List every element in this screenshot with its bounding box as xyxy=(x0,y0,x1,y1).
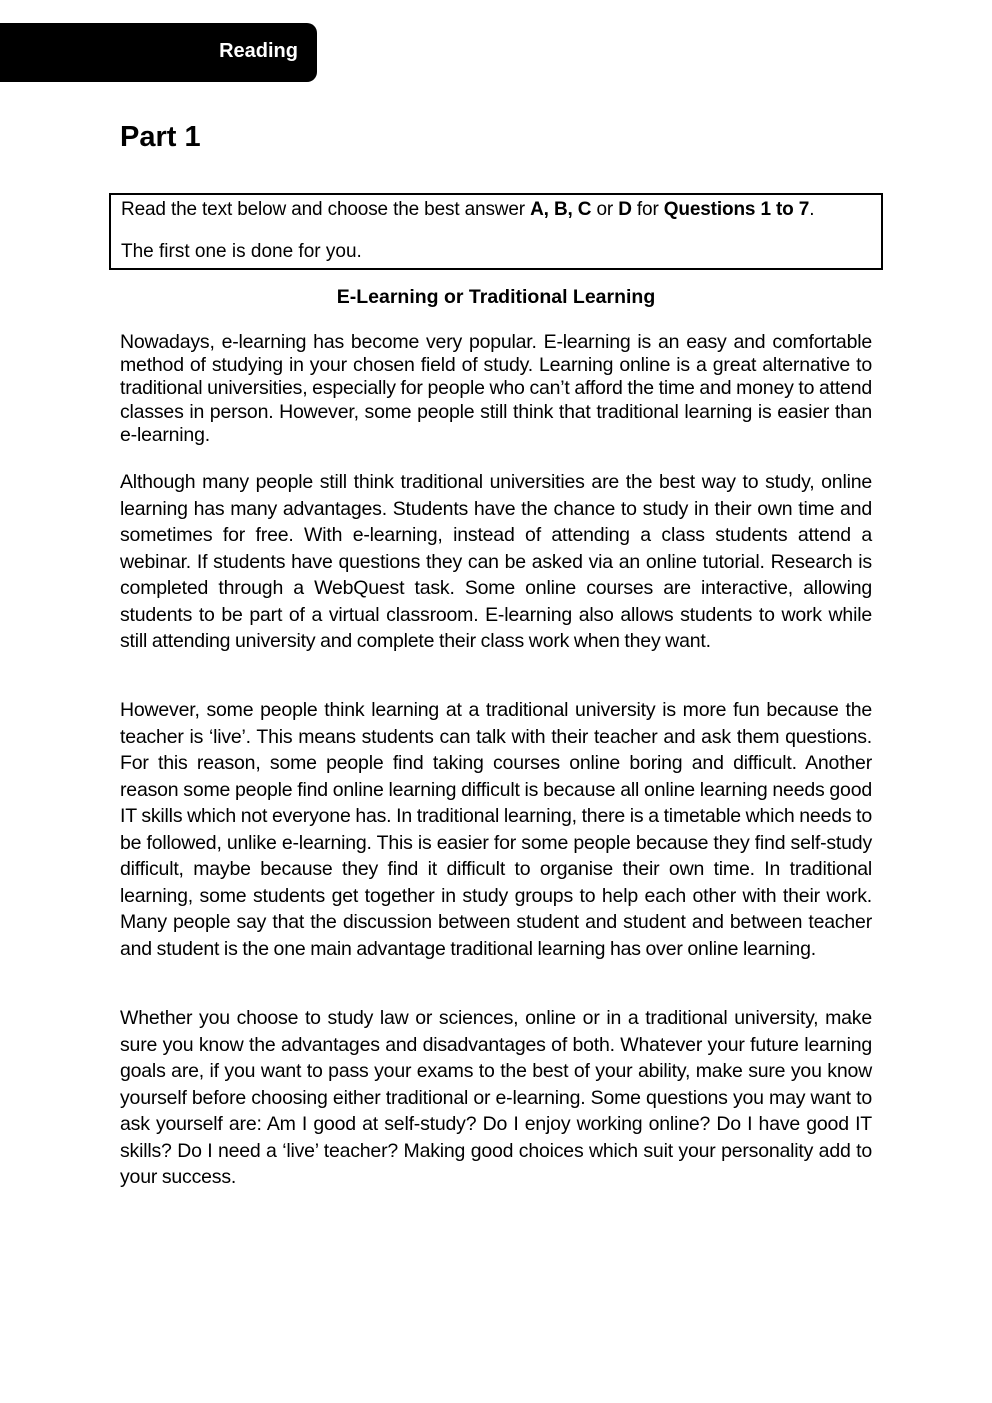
article-paragraph-1: Nowadays, e-learning has become very popular. E-learning is an easy and comfortable method of studying in your chosen field of study. Learning online is a great alternative to traditional universities, especially for people who can’t afford the time and money to attend classes in person. However, some people still think that traditional learning is easier than e-learning. xyxy=(120,331,872,446)
answer-option-d: D xyxy=(618,199,632,220)
article-paragraph-4: Whether you choose to study law or sciences, online or in a traditional university, make sure you know the advantages and disadvantages of both. Whatever your future learning goals are, if you want to pass your exams to the best of your ability, make sure you know yourself before choosing either traditional or e-learning. Some questions you may want to ask yourself are: Am I good at self-study? Do I enjoy working online? Do I have good IT skills? Do I need a ‘live’ teacher? Making good choices which suit your personality add to your success. xyxy=(120,1007,872,1188)
article-paragraph-2: Although many people still think traditional universities are the best way to study, online learning has many advantages. Students have the chance to study in their own time and sometimes for free. With e-learning, instead of attending a class students attend a webinar. If students have questions they can be asked via an online tutorial. Research is completed through a WebQuest task. Some online courses are interactive, allowing students to be part of a virtual classroom. E-learning also allows students to work while still attending university and complete their class work when they want. xyxy=(120,471,872,652)
instructions-line-2: The first one is done for you. xyxy=(121,241,362,262)
instructions-line-1 xyxy=(121,198,871,222)
part-title: Part 1 xyxy=(120,121,201,153)
section-tab-reading xyxy=(0,23,317,82)
questions-range: Questions 1 to 7 xyxy=(663,199,810,220)
instructions-prefix: Read the text below and choose the best answer xyxy=(121,199,531,220)
instructions-suffix: . xyxy=(809,199,815,220)
article-title: E-Learning or Traditional Learning xyxy=(336,286,656,308)
answer-options: A, B, C xyxy=(530,199,592,220)
instructions-box xyxy=(109,193,883,270)
section-label: Reading xyxy=(219,40,298,62)
instructions-for: for xyxy=(631,199,664,220)
instructions-or: or xyxy=(591,199,619,220)
article-paragraph-3: However, some people think learning at a traditional university is more fun because the teacher is ‘live’. This means students can talk with their teacher and ask them questions. For this reason, some people find taking courses online boring and difficult. Another reason some people find online learning difficult is because all online learning needs good IT skills which not everyone has. In traditional learning, there is a timetable which needs to be followed, unlike e-learning. This is easier for some people because they find self-study difficult, maybe because they find it difficult to organise their own time. In traditional learning, some students get together in study groups to help each other with their work. Many people say that the discussion between student and student and between teacher and student is the one main advantage traditional learning has over online learning. xyxy=(120,699,872,960)
